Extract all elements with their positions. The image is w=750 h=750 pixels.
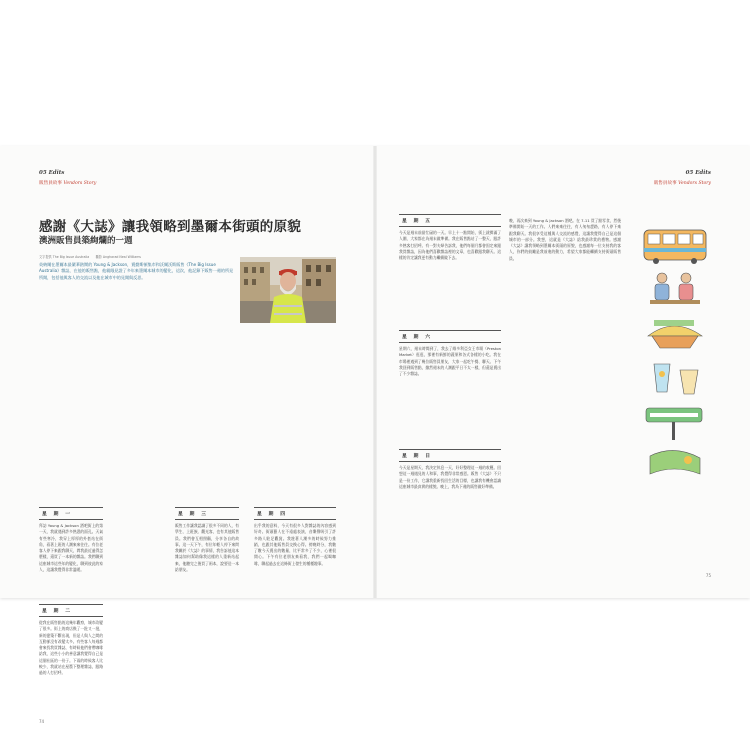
vendor-photo-illustration bbox=[240, 257, 336, 323]
section-body-continued: 晚，再次來到 Young & Jackson 酒吧。在 7-11 買了點零食，然後準備開始一天的工作。人們來來往往，有人匆匆趕路，有人停下來跟我聊天。我很享受這種與人交流的感覺，這讓我覺得自己是這個城市的一部分。我想，這就是《大誌》給我最珍貴的禮物。感謝《大誌》讓我領略到墨爾本街頭的原貌，也感謝每一位支持我的客人，你們的鼓勵是我前進的動力，希望大家都能繼續支持街頭販售員。 bbox=[509, 219, 621, 261]
section-heading-saturday: 星 期 六 bbox=[399, 330, 501, 343]
section-tuesday bbox=[39, 604, 103, 732]
section-heading-sunday: 星 期 日 bbox=[399, 449, 501, 462]
street-illustration bbox=[640, 224, 710, 494]
section-body-thursday: 出乎我的意料，今天有很多人對雜誌的內容感到好奇。街頭藝人在不遠處表演，音樂聲吸引了許多路人駐足觀賞。我趁著人潮多的時候努力推銷，也跟其他販售員交換心得。傍晚時分，我數了數今天賣出的數量，比平常多了不少，心裡很開心。下午有位老朋友來看我，我們一起喝咖啡，聊起過去在這條街上發生的種種趣事。 bbox=[254, 524, 336, 566]
section-heading-friday: 星 期 五 bbox=[399, 214, 501, 227]
header-section-en-right: Vendors Story bbox=[678, 181, 711, 186]
section-heading-tuesday: 星 期 二 bbox=[39, 604, 103, 617]
drink-icon bbox=[654, 364, 698, 394]
magazine-spread bbox=[0, 146, 750, 724]
food-icon bbox=[648, 320, 702, 348]
header-edits-right: 05 Edits bbox=[685, 170, 711, 176]
header-section-left bbox=[39, 180, 96, 186]
vendor-photo bbox=[240, 257, 336, 323]
section-continued bbox=[509, 218, 621, 588]
header-section-cn-right: 販售員故事 bbox=[653, 181, 677, 186]
tram-icon bbox=[644, 230, 706, 264]
section-monday bbox=[39, 507, 103, 583]
section-body-wednesday: 販售工作讓我認識了很多不同的人，有學生、上班族、觀光客，也有其他販售員。我們會互相照顧，分享各自的故事。這一天下午，有位年輕人停下來問我關於《大誌》的事情，我告訴他這本雜誌如何幫助像我這樣的人重新站起來，他聽完之後買了兩本，說要送一本給朋友。 bbox=[175, 524, 239, 573]
page-number-right: 75 bbox=[705, 573, 711, 578]
section-friday bbox=[399, 214, 501, 330]
section-body-monday: 拜訪 Young & Jackson 酒吧街上的第一天，我就遇到許多熟悉的面孔。天氣有些寒冷，我穿上厚厚的外套站在街角，看著上班的人潮來來往往。有位老客人停下來跟我聊天，問我最近過得怎麼樣，還買了一本新的雜誌。我們聊到這座城市這些年的變化，聊到彼此的家人，這讓我覺得非常溫暖。 bbox=[39, 524, 103, 573]
section-wednesday bbox=[175, 507, 239, 698]
article-title: 感謝《大誌》讓我領略到墨爾本街頭的原貌 bbox=[39, 219, 302, 235]
section-thursday bbox=[254, 507, 336, 698]
section-body-saturday: 星期六，週末時間到了，我去了維多利亞女王市場（Preston Market）逛逛，那裡有新鮮的蔬果和各式各樣的小吃。我在市場裡遇到了幾位販售員朋友，大家一起吃午餐、聊天。下午我回到販售點，雖然週末的人潮跟平日不太一樣，但還是賣出了不少雜誌。 bbox=[399, 347, 501, 377]
section-saturday bbox=[399, 330, 501, 422]
flag-icon bbox=[650, 450, 700, 474]
header-section-cn-left: 販售員故事 bbox=[39, 181, 62, 186]
section-body-tuesday: 從我在販售點的這幾年觀察，城市改變了很多。街上的商店換了一批又一批，新的建築不斷出現，但是人與人之間的互動卻沒有改變太多。有些客人每週都會來找我買雜誌，有時候他們會帶咖啡給我，這些小小的善意讓我覺得自己是這個社區的一份子。下雨的時候客人比較少，我就站在屋簷下整理雜誌，跟路過的人打招呼。 bbox=[39, 621, 103, 676]
street-sign-icon bbox=[646, 408, 702, 440]
article-intro: 英納爾在墨爾本最繁華熱鬧的 Young & Jackson，賣勤斯頓集市和沃爾沃斯販售《The Big Issue Australia》雜誌，在他的販售點，他親眼見證了多年來墨爾本城市的變化，這次，他記錄下販售一週的所見所聞，包括他與客人的交流以及他在城市中的見聞與反思。 bbox=[39, 262, 234, 280]
header-section-en-left: Vendors Story bbox=[63, 181, 97, 186]
article-subtitle: 澳洲販售員築絢爛的一週 bbox=[39, 236, 133, 246]
section-heading-thursday: 星 期 四 bbox=[254, 507, 336, 520]
header-edits-left: 05 Edits bbox=[39, 170, 65, 176]
section-body-friday: 今天是週末前最忙碌的一天。早上十一點開始，街上就擠滿了人潮，大家都在為週末做準備。我在販售點站了一整天，跟許多熟客打招呼。有一對夫婦告訴我，他們每個月都會固定來跟我買雜誌，因為他們喜歡雜誌裡的文章，也喜歡跟我聊天。這樣的肯定讓我更有動力繼續做下去。 bbox=[399, 231, 501, 261]
people-sitting-icon bbox=[650, 273, 700, 304]
section-heading-wednesday: 星 期 三 bbox=[175, 507, 239, 520]
header-section-right bbox=[654, 180, 711, 186]
page-number-left: 74 bbox=[39, 719, 45, 724]
article-credits: 文字提供 The Big Issue Australia 攝影 Angharad Neal Williams bbox=[39, 255, 141, 259]
section-body-sunday: 今天是星期天，我決定休息一天，好好整理這一週的收穫。回想這一週遇見的人和事，我覺得非常感恩。販售《大誌》不只是一份工作，它讓我重新找回生活的目標，也讓我有機會認識這座城市最真實的樣貌。晚上，我為下週的販售做好準備。 bbox=[399, 466, 501, 489]
left-page bbox=[0, 146, 375, 724]
section-sunday bbox=[399, 449, 501, 595]
section-heading-monday: 星 期 一 bbox=[39, 507, 103, 520]
